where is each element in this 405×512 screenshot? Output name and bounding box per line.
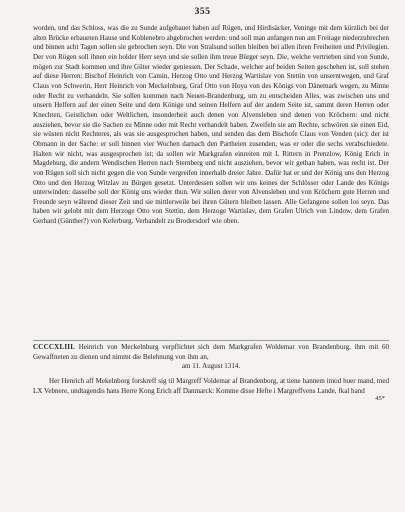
entry-heading <box>33 343 389 372</box>
entry-text: Her Henrich aff Mekelnborg forskreff sig til Margreff Voldemar af Brandenborg, at tiene hannem imod huer mand, med LX Vebnere, undtagendis hans Herre Kong Erich aff Danmarck: Komme disse Hefte i Margreffvens Lande, fkal hand <box>33 377 389 395</box>
main-paragraph: worden, und das Schloss, was die zu Sunde aufgebauet haben auf Rügen, und Hirdisäcker, Veninge mit dem kürzlich bei der alten Brücke erbaueten Hause und Koblenebro abgebrochen werden: und soll man anfangen nun am Freitage niederzubrechen und binnen acht Tagen sollen sie gebrochen seyn. Die von Stralsund sollen bleiben bei allen ihren Freiheiten und Privilegien. Der von Rügen soll ihnen ein holder Herr seyn und sie sollen ihm treue Bürger seyn. Die, welche vertrieben sind von Sunde, mögen zur Stadt kommen und ihre Güter wieder geniessen. Der Schade, welcher auf beiden Seiten geschehen ist, soll stehen auf diese Herren: Bischof Heinrich von Camin, Herzog Otto und Herzog Wartislav von Stettin von unserntwegen, und Graf Claus von Schwerin, Herr Heinrich von Meckelnburg, Graf Otto von Hoya von des Königs von Dänemark wegen, zu Minne oder Recht zu verhandeln. Sie sollen kommen nach Neuen-Brandenburg, um zu entscheiden Alles, was zwischen uns und unsern Helfern auf der einen Seite und dem Könige und seinen Helfern auf der andern Seite ist, sammt deren Herren oder Knechten, Geistlichen oder Weltlichen, insonderheit auch denen von Alvensleben und denen von Kröchern: und nicht ausziehen, bevor sie die Sachen zu Minne oder mit Recht verhandelt haben. Zweifeln sie am Rechte, schwören sie einen Eid, sie wüsten nicht Rechteres, als was sie ausgesprochen haben, und senden das dem Bischofe Claus von Venden (sic): der ist Obmann in der Sache: er soll binnen vier Wochen darnach den Partheien zusenden, was er oder die sechs verabschiedete. Halten wir nicht, was ausgesprochen ist; da sollen wir Markgrafen einreiten mit L Rittern in Prenzlow, König Erich in Magdeburg, die andern Wendischen Herren nach Sternberg und nicht ausziehen, bevor wir gethan haben, was recht ist. Der von Rügen soll sich nicht gegen die von Sunde vergreifen innerhalb dreier Jahre. Dafür hat er und der König uns den Herzog Otto und den Herzog Witzlav zu Bürgen gesetzt. Unterdessen sollen wir uns keines der Schlösser oder Lande des Königs unterwinden: dasselbe soll der König uns wieder thun. Wir sollen derer von Alvensleben und von Kröchern gute Herren und Freunde seyn während dieser Zeit und sie mittlerweile bei ihren Gütern bleiben lassen. Alle Gefangene sollen los seyn. Das haben wir gelobt mit dem Herzoge Otto von Stettin, dem Herzoge Wartislav, dem Grafen Ulrich von Lindow, dem Grafen Gerhard (Günther?) von Keferburg. Verhandelt zu Brodersdorf wie oben. <box>33 24 389 226</box>
page-number: 355 <box>194 7 211 17</box>
main-text-block <box>33 24 389 227</box>
signature-mark: 45* <box>375 395 385 402</box>
entry-date: am 11. August 1314. <box>181 362 241 371</box>
entry-number: CCCCXLIII. <box>33 343 76 351</box>
section-divider <box>33 340 389 341</box>
entry-heading-text: Heinrich von Meckelnburg verpflichtet sich dem Markgrafen Woldemar von Brandenburg, ihm mit 60 Gewaffneten zu dienen und nimmt die Belehnung von ihm an, <box>33 343 389 361</box>
